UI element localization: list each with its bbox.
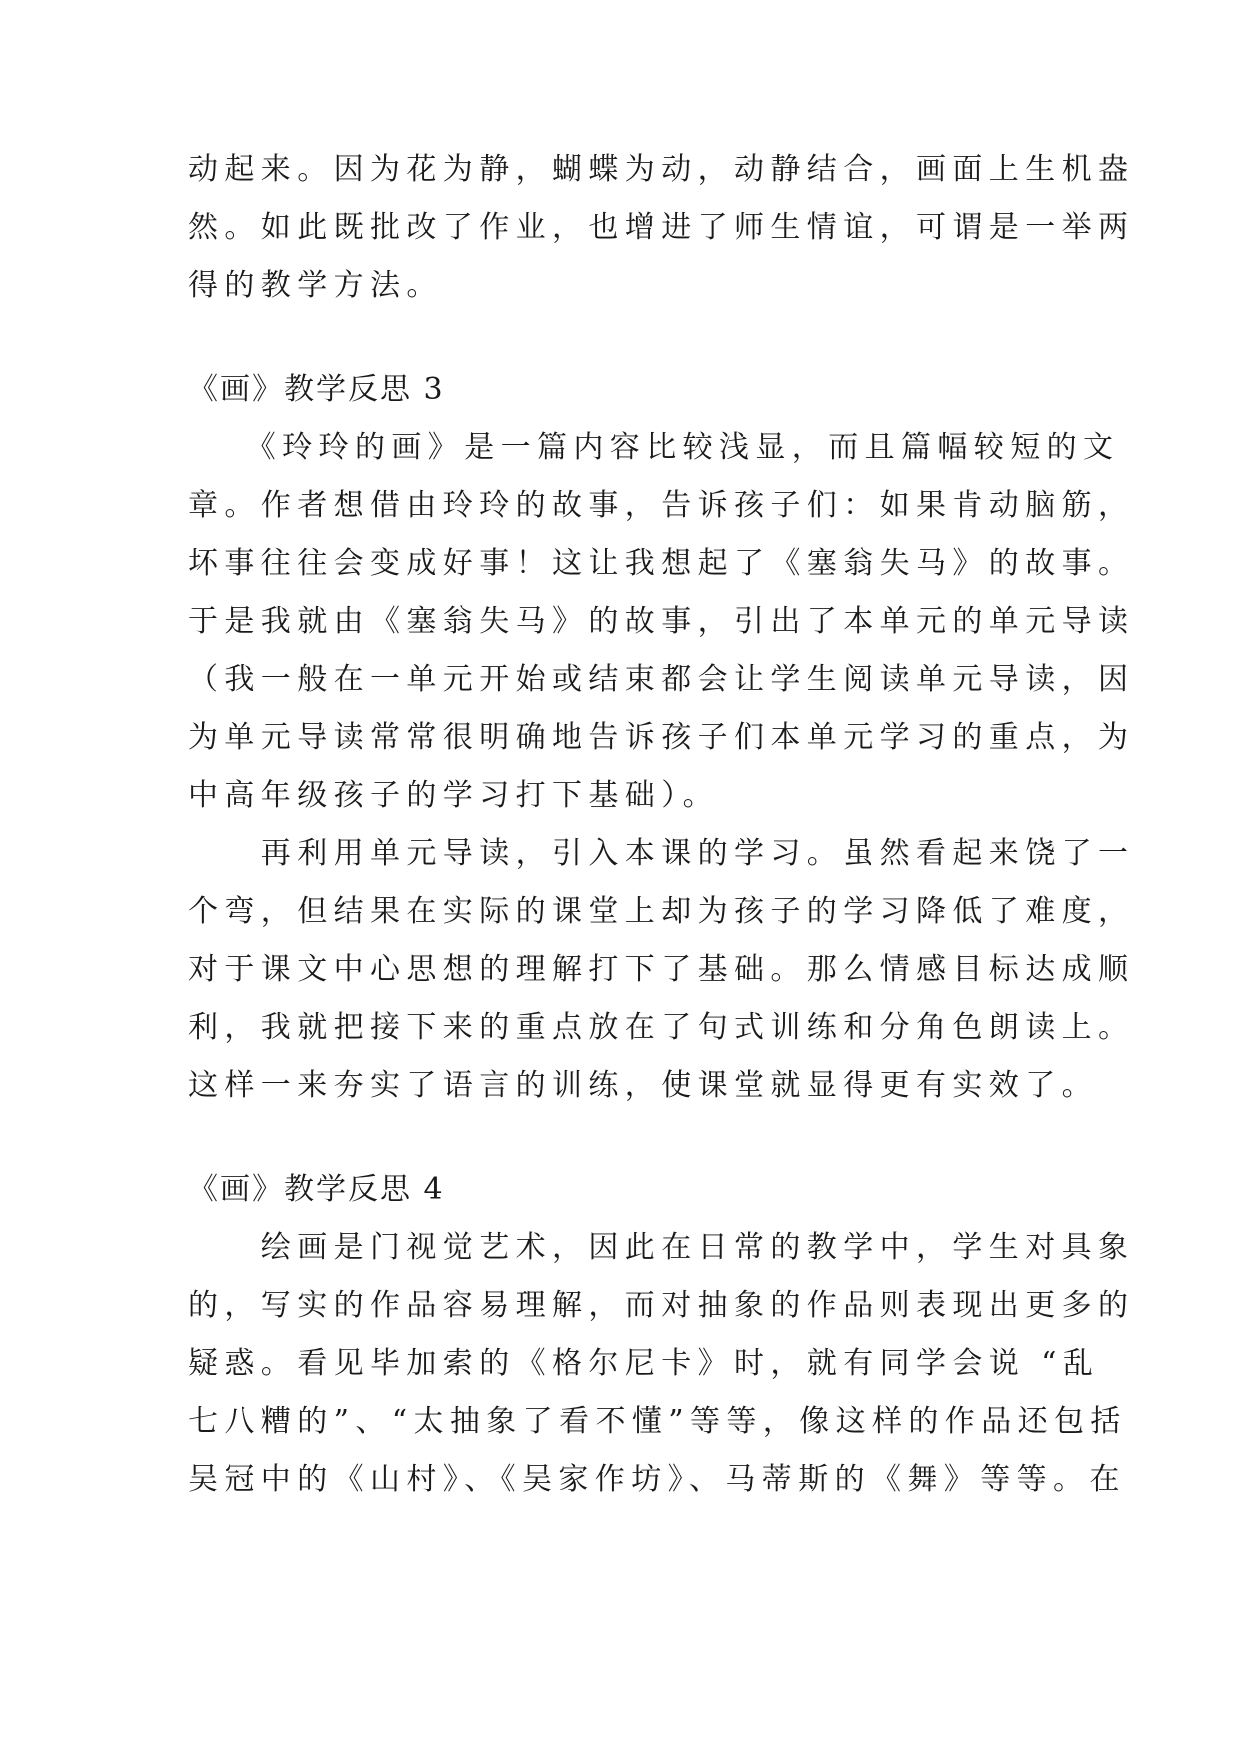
paragraph-line: 得的教学方法。: [188, 268, 443, 303]
paragraph-line: 中高年级孩子的学习打下基础）。: [188, 778, 719, 813]
section-3-heading: 《画》教学反思 3: [188, 372, 445, 407]
paragraph-line: 疑惑。看见毕加索的《格尔尼卡》时，就有同学会说 “乱: [188, 1346, 1100, 1381]
paragraph-line: 七八糟的”、“太抽象了看不懂”等等，像这样的作品还包括: [188, 1404, 1127, 1439]
section-4-heading: 《画》教学反思 4: [188, 1172, 445, 1207]
paragraph-line: 的，写实的作品容易理解，而对抽象的作品则表现出更多的: [188, 1288, 1135, 1323]
paragraph-line: 对于课文中心思想的理解打下了基础。那么情感目标达成顺: [188, 952, 1135, 987]
paragraph-line: 这样一来夯实了语言的训练，使课堂就显得更有实效了。: [188, 1068, 1098, 1103]
paragraph-line: 绘画是门视觉艺术，因此在日常的教学中，学生对具象: [188, 1230, 1135, 1265]
paragraph-line: 个弯，但结果在实际的课堂上却为孩子的学习降低了难度，: [188, 894, 1135, 929]
paragraph-line: 为单元导读常常很明确地告诉孩子们本单元学习的重点，为: [188, 720, 1135, 755]
paragraph-line: 于是我就由《塞翁失马》的故事，引出了本单元的单元导读: [188, 604, 1135, 639]
paragraph-line: （我一般在一单元开始或结束都会让学生阅读单元导读，因: [188, 662, 1135, 697]
paragraph-line: 坏事往往会变成好事！这让我想起了《塞翁失马》的故事。: [188, 546, 1135, 581]
paragraph-line: 然。如此既批改了作业，也增进了师生情谊，可谓是一举两: [188, 210, 1135, 245]
paragraph-line: 再利用单元导读，引入本课的学习。虽然看起来饶了一: [188, 836, 1135, 871]
paragraph-line: 利，我就把接下来的重点放在了句式训练和分角色朗读上。: [188, 1010, 1135, 1045]
paragraph-line: 章。作者想借由玲玲的故事，告诉孩子们：如果肯动脑筋，: [188, 488, 1135, 523]
paragraph-line: 《玲玲的画》是一篇内容比较浅显，而且篇幅较短的文: [188, 430, 1120, 465]
paragraph-line: 吴冠中的《山村》、《吴家作坊》、马蒂斯的《舞》等等。在: [188, 1462, 1126, 1497]
paragraph-line: 动起来。因为花为静，蝴蝶为动，动静结合，画面上生机盎: [188, 152, 1135, 187]
